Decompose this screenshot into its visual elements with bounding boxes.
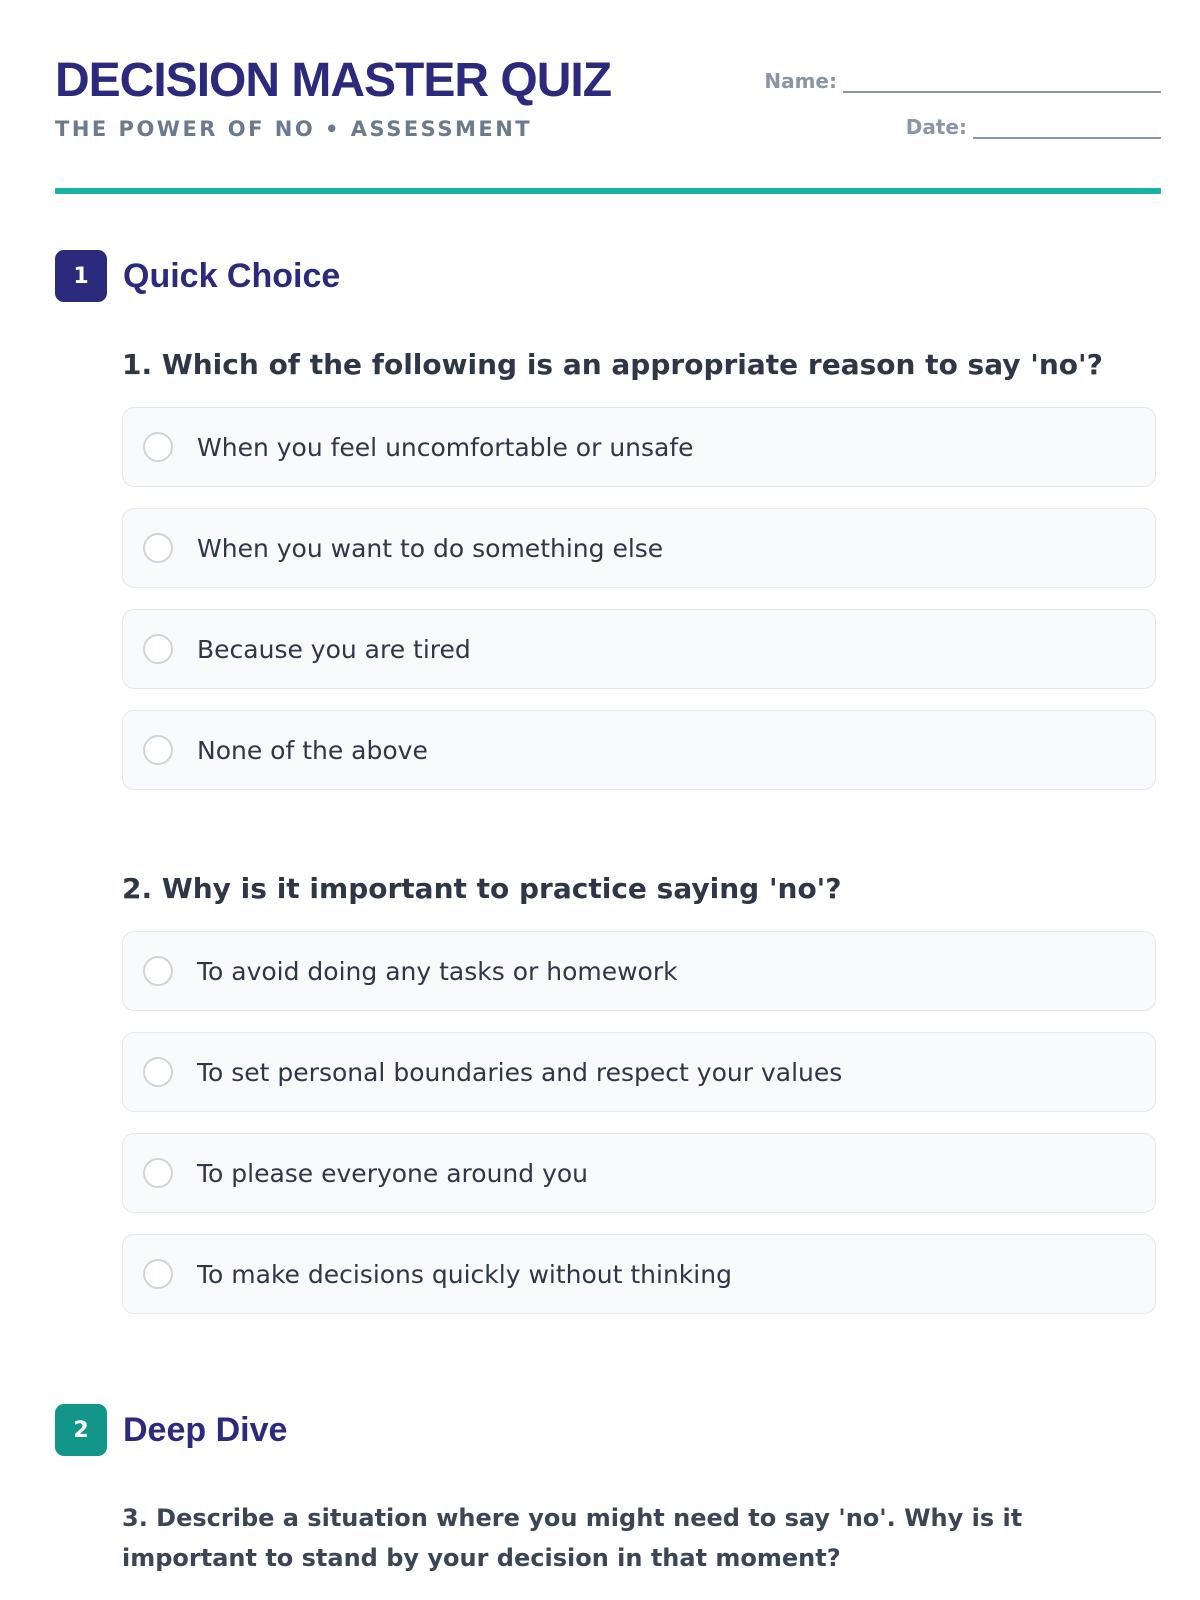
name-field[interactable] — [764, 69, 1161, 93]
radio-button[interactable] — [143, 956, 173, 986]
question-2: 2. Why is it important to practice saying 'no'? — [122, 872, 842, 905]
answer-option-label: To make decisions quickly without thinking — [197, 1259, 732, 1289]
date-field[interactable] — [906, 115, 1161, 139]
section-number-badge: 1 — [55, 250, 107, 302]
page-title: DECISION MASTER QUIZ — [55, 54, 612, 107]
radio-button[interactable] — [143, 1259, 173, 1289]
question-1: 1. Which of the following is an appropriate reason to say 'no'? — [122, 348, 1103, 381]
section-deep-dive — [55, 1404, 287, 1456]
radio-button[interactable] — [143, 735, 173, 765]
answer-option[interactable] — [122, 710, 1156, 790]
answer-option-label: To please everyone around you — [197, 1158, 589, 1188]
answer-option[interactable] — [122, 508, 1156, 588]
page-subtitle: THE POWER OF NO • ASSESSMENT — [55, 117, 533, 141]
date-blank-line[interactable] — [973, 115, 1161, 139]
name-blank-line[interactable] — [843, 69, 1161, 93]
answer-option-label: To avoid doing any tasks or homework — [197, 956, 678, 986]
date-label: Date: — [905, 115, 967, 139]
answer-option[interactable] — [122, 931, 1156, 1011]
radio-button[interactable] — [143, 634, 173, 664]
answer-option[interactable] — [122, 407, 1156, 487]
answer-option[interactable] — [122, 609, 1156, 689]
section-quick-choice — [55, 250, 340, 302]
name-label: Name: — [764, 69, 837, 93]
radio-button[interactable] — [143, 432, 173, 462]
answer-option-label: When you feel uncomfortable or unsafe — [197, 432, 694, 462]
section-title: Quick Choice — [123, 256, 341, 295]
question-3: 3. Describe a situation where you might need to say 'no'. Why is it important to stand by your decision in that moment? — [122, 1504, 1023, 1572]
answer-option[interactable] — [122, 1133, 1156, 1213]
header — [55, 54, 1161, 141]
answer-option[interactable] — [122, 1032, 1156, 1112]
answer-option-label: None of the above — [197, 735, 428, 765]
header-divider — [55, 188, 1161, 194]
answer-option-label: Because you are tired — [197, 634, 471, 664]
answer-option-label: When you want to do something else — [197, 533, 664, 563]
radio-button[interactable] — [143, 1057, 173, 1087]
radio-button[interactable] — [143, 1158, 173, 1188]
section-title: Deep Dive — [123, 1410, 288, 1449]
section-number-badge: 2 — [55, 1404, 107, 1456]
answer-option-label: To set personal boundaries and respect your values — [197, 1057, 843, 1087]
radio-button[interactable] — [143, 533, 173, 563]
answer-option[interactable] — [122, 1234, 1156, 1314]
